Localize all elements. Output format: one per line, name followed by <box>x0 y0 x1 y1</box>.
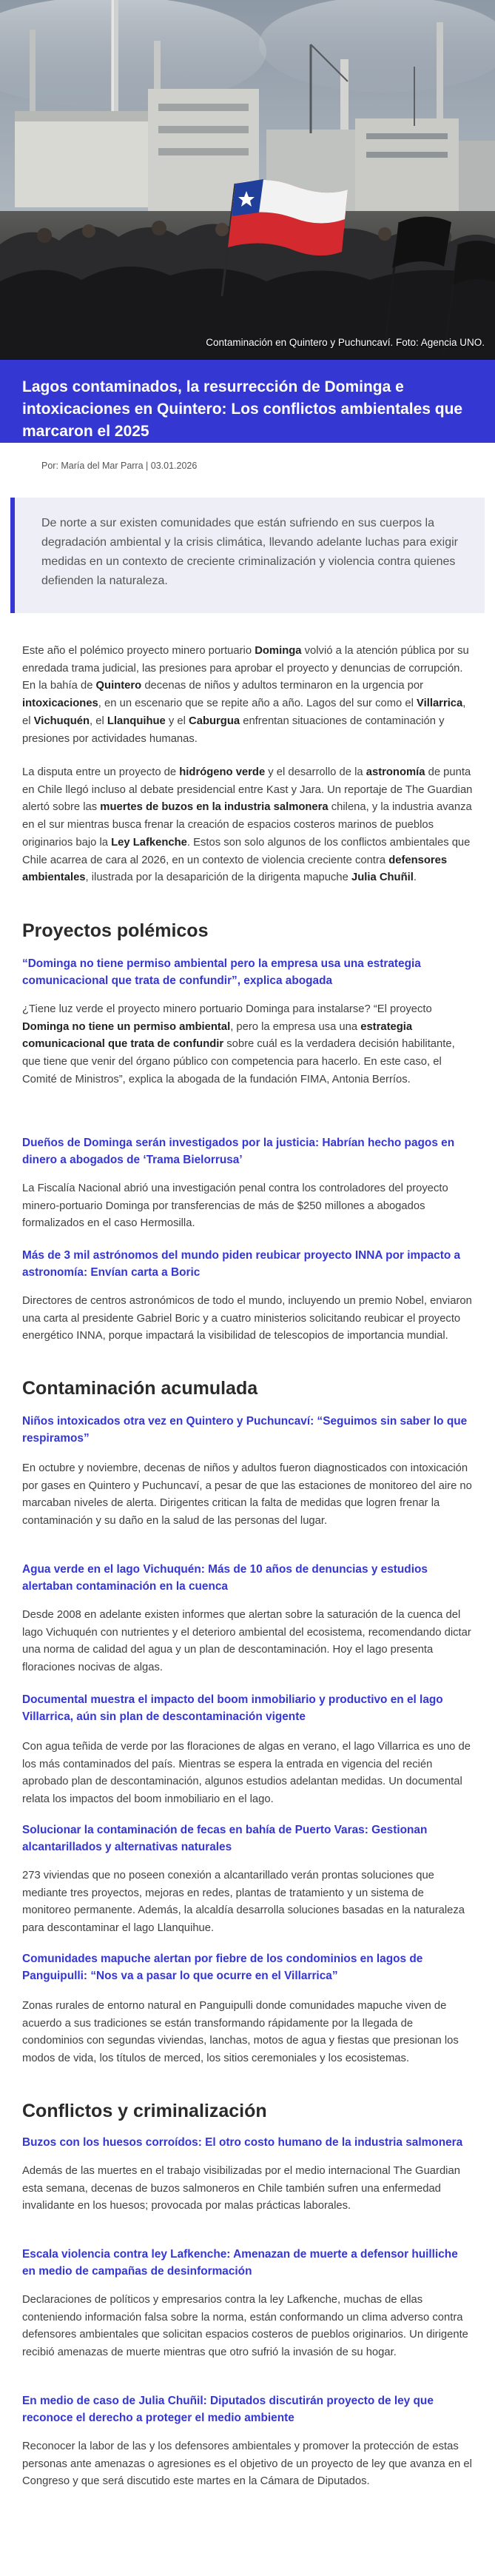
byline: Por: María del Mar Parra | 03.01.2026 <box>41 461 198 471</box>
text: ¿Tiene luz verde el proyecto minero portuario Dominga para instalarse? “El proyecto <box>22 1003 432 1015</box>
article-title: Lagos contaminados, la resurrección de Dominga e intoxicaciones en Quintero: Los conflictos ambientales que marcaron el 2025 <box>22 378 463 440</box>
text: enfrentan situaciones de contaminación y presiones por actividades humanas. <box>22 715 445 745</box>
article-link[interactable]: En medio de caso de Julia Chuñil: Diputados discutirán proyecto de ley que reconoce el derecho a proteger el medio ambiente <box>22 2395 434 2424</box>
article-link[interactable]: Solucionar la contaminación de fecas en bahía de Puerto Varas: Gestionan alcantarillados y alternativas naturales <box>22 1824 428 1853</box>
keyword: Vichuquén <box>33 715 90 727</box>
keyword: Villarrica <box>417 697 463 710</box>
intro-paragraph-2 <box>22 764 473 905</box>
text: , pero la empresa usa una <box>230 1020 361 1033</box>
text: chilena, y la industria avanza en el sur mientras busca frenar la creación de espacios costeros marinos de pueblos originarios bajo la <box>22 801 472 849</box>
hero-image <box>0 0 495 360</box>
section-heading-proyectos: Proyectos polémicos <box>22 920 209 941</box>
keyword: astronomía <box>366 766 425 778</box>
text: sobre cuál es la verdadera decisión habilitante, que tiene que venir del órgano público con competencia para hacerlo. En este caso, el Comité de Ministros”, explica la abogada de la fundación FIMA, Antonia Berríos. <box>22 1038 455 1085</box>
article-link[interactable]: Comunidades mapuche alertan por fiebre de los condominios en lagos de Panguipulli: “Nos va a pasar lo que ocurre en el Villarrica” <box>22 1953 423 1982</box>
hero-photo <box>0 0 495 360</box>
text: decenas de niños y adultos terminaron en la urgencia por <box>141 680 424 692</box>
article-summary: Desde 2008 en adelante existen informes que alertan sobre la saturación de la cuenca del lago Vichuquén con nutrientes y el deterioro ambiental del ecosistema, recomendando dictar una norma de calidad del agua y un plan de descontaminación. Hoy el lago presenta floraciones nocivas de algas. <box>22 1609 471 1674</box>
keyword: Dominga <box>255 645 302 657</box>
article-link[interactable]: Agua verde en el lago Vichuquén: Más de 10 años de denuncias y estudios alertaban contaminación en la cuenca <box>22 1563 428 1593</box>
article-summary: Reconocer la labor de las y los defensores ambientales y promover la protección de estas personas ante amenazas o agresiones es el objetivo de un proyecto de ley que avanza en el Congreso y que será discutido este martes en la Cámara de Diputados. <box>22 2440 472 2488</box>
text: Este año el polémico proyecto minero portuario <box>22 645 255 657</box>
article-summary: Declaraciones de políticos y empresarios contra la ley Lafkenche, muchas de ellas conteniendo información falsa sobre la norma, están conformando un clima adverso contra defensores ambientales que solicitan espacios costeros de pueblos originarios. Un dirigente recibió amenazas de muerte mientras que otro sufrió la invasión de su hogar. <box>22 2294 468 2359</box>
article-summary: Zonas rurales de entorno natural en Panguipulli donde comunidades mapuche viven de acuerdo a sus tradiciones se están transformando rápidamente por la llegada de condominios con segundas viviendas, lanchas, motos de agua y fiestas que presionan los modos de vida, los títulos de merced, los sitios ceremoniales y los ecosistemas. <box>22 2000 459 2065</box>
text: , en un escenario que se repite año a año. Lagos del sur como el <box>98 697 417 710</box>
keyword: Quintero <box>95 680 142 692</box>
article-summary: 273 viviendas que no poseen conexión a alcantarillado verán prontas soluciones que mediante tres proyectos, mejoras en redes, plantas de tratamiento y un sistema de monitoreo permanente. Además, la alcaldía desarrolla soluciones basadas en la naturaleza para descontaminar el lago Llanquihue. <box>22 1870 465 1935</box>
keyword: Caburgua <box>189 715 240 727</box>
keyword: Ley Lafkenche <box>111 836 187 849</box>
article-summary: Directores de centros astronómicos de todo el mundo, incluyendo un premio Nobel, enviaron una carta al presidente Gabriel Boric y a cuatro ministerios solicitando reubicar el proyecto energético INNA, porque impactará la visibilidad de telescopios de importancia mundial. <box>22 1295 472 1342</box>
keyword: Julia Chuñil <box>351 872 414 884</box>
article-summary: En octubre y noviembre, decenas de niños y adultos fueron diagnosticados con intoxicación por gases en Quintero y Puchuncaví, a pesar de que las estaciones de monitoreo del aire no marcaban niveles de alerta. Dirigentes critican la falta de medidas que logren frenar la contaminación y su daño en la salud de las personas del lugar. <box>22 1462 472 1528</box>
article-summary <box>22 1001 473 1124</box>
keyword: Llanquihue <box>107 715 166 727</box>
section-heading-contaminacion: Contaminación acumulada <box>22 1378 258 1399</box>
article-summary: La Fiscalía Nacional abrió una investigación penal contra los controladores del proyecto minero-portuario Dominga por transferencias de más de $250 millones a abogados formalizados en el caso Hermosilla. <box>22 1182 448 1230</box>
section-heading-conflictos: Conflictos y criminalización <box>22 2101 267 2121</box>
article-link[interactable]: Dueños de Dominga serán investigados por la justicia: Habrían hecho pagos en dinero a abogados de ‘Trama Bielorrusa’ <box>22 1137 455 1166</box>
text: y el <box>165 715 189 727</box>
keyword: intoxicaciones <box>22 697 98 710</box>
article-summary: Con agua teñida de verde por las floraciones de algas en verano, el lago Villarrica es uno de los más contaminados del país. Mientras se espera la entrada en vigencia del recién aprobado plan de descontaminación, algunos estudios adelantan medidas. Un documental relata los impactos del boom inmobiliario en el lago. <box>22 1741 471 1806</box>
text: y el desarrollo de la <box>265 766 366 778</box>
keyword: Dominga no tiene un permiso ambiental <box>22 1020 231 1033</box>
keyword: hidrógeno verde <box>179 766 266 778</box>
keyword: estrategia comunicacional que trata de confundir <box>22 1020 413 1051</box>
lead-text: De norte a sur existen comunidades que están sufriendo en sus cuerpos la degradación ambiental y la crisis climática, llevando adelante luchas para exigir medidas en un contexto de creciente criminalización y violencia contra quienes defienden la naturaleza. <box>41 517 458 587</box>
photo-caption: Contaminación en Quintero y Puchuncaví. Foto: Agencia UNO. <box>206 337 485 348</box>
text: , el <box>22 697 466 727</box>
text: de punta en Chile llegó incluso al debate presidencial entre Kast y Jara. Un reportaje de The Guardian alertó sobre las <box>22 766 473 814</box>
article-link[interactable]: “Dominga no tiene permiso ambiental pero la empresa usa una estrategia comunicacional que trata de confundir”, explica abogada <box>22 957 421 987</box>
article-link[interactable]: Documental muestra el impacto del boom inmobiliario y productivo en el lago Villarrica, aún sin plan de descontaminación vigente <box>22 1693 443 1723</box>
article-body <box>0 643 495 2509</box>
lead-quote <box>10 498 485 613</box>
text: La disputa entre un proyecto de <box>22 766 180 778</box>
keyword: muertes de buzos en la industria salmonera <box>100 801 329 814</box>
text: volvió a la atención pública por su enredada trama judicial, las presiones para aprobar el proyecto y denuncias de corrupción. En la bahía de <box>22 645 469 692</box>
text: . <box>413 872 417 884</box>
article-title-box <box>0 360 495 443</box>
text: . Estos son solo algunos de los conflictos ambientales que Chile acarrea de cara al 2026, en un contexto de violencia creciente contra <box>22 836 471 866</box>
article-link[interactable]: Escala violencia contra ley Lafkenche: Amenazan de muerte a defensor huilliche en medio de campañas de desinformación <box>22 2248 458 2278</box>
text: , el <box>90 715 107 727</box>
article-link[interactable]: Buzos con los huesos corroídos: El otro costo humano de la industria salmonera <box>22 2136 463 2149</box>
article-link[interactable]: Más de 3 mil astrónomos del mundo piden reubicar proyecto INNA por impacto a astronomía: Envían carta a Boric <box>22 1249 461 1279</box>
keyword: defensores ambientales <box>22 854 448 884</box>
intro-paragraph-1 <box>22 643 473 748</box>
text: , ilustrada por la desaparición de la dirigenta mapuche <box>85 872 351 884</box>
article-link[interactable]: Niños intoxicados otra vez en Quintero y Puchuncaví: “Seguimos sin saber lo que respiramos” <box>22 1415 468 1445</box>
article-summary: Además de las muertes en el trabajo visibilizadas por el medio internacional The Guardian esta semana, decenas de buzos salmoneros en Chile también sufren una enfermedad invalidante en los huesos; provocada por malas prácticas laborales. <box>22 2165 460 2212</box>
